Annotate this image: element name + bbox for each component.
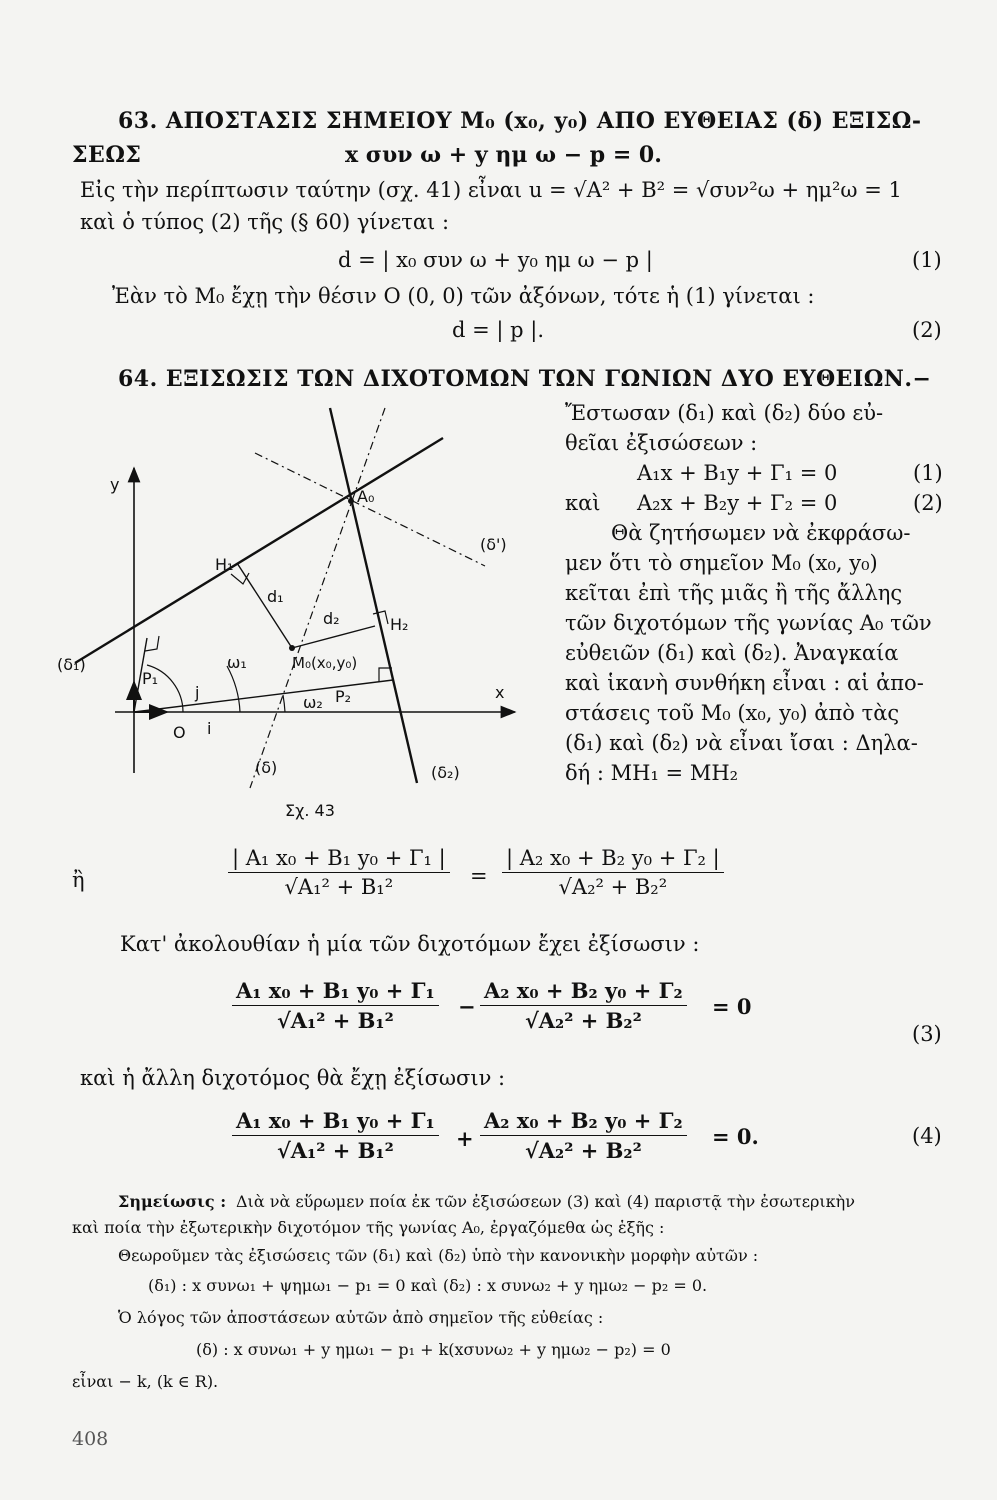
label-h1: H₁ — [215, 555, 234, 574]
eq-b-row — [565, 488, 955, 518]
bisector-delta-prime — [255, 453, 485, 566]
eq4-num2: A₂ x₀ + B₂ y₀ + Γ₂ — [480, 1108, 687, 1136]
label-h2: H₂ — [390, 615, 409, 634]
fraction-1-den: √A₁² + B₁² — [284, 875, 394, 899]
section-64-right-column — [565, 398, 955, 788]
label-x: x — [495, 683, 505, 702]
note-line7: εἶναι − k, (k ∈ R). — [72, 1372, 219, 1391]
section-63-eq2: d = | p |. — [452, 318, 545, 342]
right-line: (δ₁) καὶ (δ₂) νὰ εἶναι ἴσαι : Δηλα- — [565, 731, 918, 755]
eq3-rhs: = 0 — [712, 994, 752, 1019]
right-line: τῶν διχοτόμων τῆς γωνίας A₀ τῶν — [565, 611, 932, 635]
fraction-2-num: | A₂ x₀ + B₂ y₀ + Γ₂ | — [502, 846, 724, 873]
right-line: θεῖαι ἐξισώσεων : — [565, 431, 758, 455]
perp-d2 — [292, 626, 375, 648]
right-line: εὐθειῶν (δ₁) καὶ (δ₂). Ἀναγκαία — [565, 641, 899, 665]
arc-omega1-outer — [227, 666, 240, 712]
label-o: O — [173, 723, 186, 742]
label-omega2: ω₂ — [303, 693, 323, 712]
page-number: 408 — [72, 1428, 109, 1450]
eq-a-row — [565, 458, 955, 488]
fraction-1 — [228, 846, 450, 899]
note-line1: Διὰ νὰ εὕρωμεν ποία ἐκ τῶν ἐξισώσεων (3) καὶ (4) παριστᾷ τὴν ἐσωτερικὴν — [236, 1192, 855, 1211]
note-line2: καὶ ποία τὴν ἐξωτερικὴν διχοτόμον τῆς γωνίας A₀, ἐργαζόμεθα ὡς ἑξῆς : — [72, 1218, 665, 1237]
label-i: i — [207, 719, 212, 738]
label-delta1: (δ₁) — [57, 655, 86, 674]
point-a0 — [348, 498, 354, 504]
eq4-num1: A₁ x₀ + B₁ y₀ + Γ₁ — [232, 1108, 439, 1136]
line-delta1 — [75, 438, 443, 663]
note-heading: Σημείωσις : — [118, 1192, 227, 1211]
label-m0: M₀(x₀,y₀) — [292, 654, 358, 672]
right-line: Ἔστωσαν (δ₁) καὶ (δ₂) δύο εὐ- — [565, 401, 884, 425]
section-63-eq1-number: (1) — [912, 248, 942, 272]
right-line: στάσεις τοῦ M₀ (x₀, y₀) ἀπὸ τὰς — [565, 701, 900, 725]
label-delta: (δ) — [255, 758, 278, 777]
right-line: κεῖται ἐπὶ τῆς μιᾶς ἢ τῆς ἄλλης — [565, 581, 903, 605]
section-64-title: 64. ΕΞΙΣΩΣΙΣ ΤΩΝ ΔΙΧΟΤΟΜΩΝ ΤΩΝ ΓΩΝΙΩΝ ΔΥΟ ΕΥΘΕΙΩΝ.− — [118, 366, 932, 392]
label-delta2: (δ₂) — [431, 763, 460, 782]
right-line: Θὰ ζητήσωμεν νὰ ἐκφράσω- — [611, 521, 911, 545]
eq-b-number: (2) — [913, 491, 943, 515]
perp-d1 — [237, 563, 292, 648]
note-line3: Θεωροῦμεν τὰς ἐξισώσεις τῶν (δ₁) καὶ (δ₂) ὑπὸ τὴν κανονικὴν μορφὴν αὐτῶν : — [118, 1246, 759, 1265]
right-angle-h1 — [231, 573, 249, 584]
eta-label: ἢ — [72, 868, 85, 892]
eq4-fraction-2 — [480, 1108, 687, 1163]
section-63-text1: Εἰς τὴν περίπτωσιν ταύτην (σχ. 41) εἶναι u = √A² + B² = √συν²ω + ημ²ω = 1 — [80, 178, 902, 202]
right-line: καὶ ἱκανὴ συνθήκη εἶναι : αἱ ἀπο- — [565, 671, 924, 695]
fraction-2-den: √A₂² + B₂² — [558, 875, 668, 899]
label-delta-prime: (δ') — [480, 535, 507, 554]
eq3-fraction-2 — [480, 978, 687, 1033]
eq3-label: (3) — [912, 1022, 942, 1046]
eq3-num1: A₁ x₀ + B₁ y₀ + Γ₁ — [232, 978, 439, 1006]
section-63-title-line1: 63. ΑΠΟΣΤΑΣΙΣ ΣΗΜΕΙΟΥ M₀ (x₀, y₀) ΑΠΟ ΕΥΘΕΙΑΣ (δ) ΕΞΙΣΩ- — [118, 108, 922, 134]
label-omega1: ω₁ — [227, 653, 247, 672]
eq4-den2: √A₂² + B₂² — [524, 1138, 642, 1163]
label-j: j — [195, 683, 200, 702]
figure-43 — [55, 398, 555, 828]
fraction-equals: = — [470, 864, 488, 888]
section-63-title-line2a: ΣΕΩΣ — [72, 142, 142, 168]
eq4-op: + — [456, 1126, 474, 1151]
fraction-2 — [502, 846, 724, 899]
perp-p2 — [134, 680, 393, 712]
label-p2: P₂ — [335, 687, 352, 706]
label-a0: A₀ — [357, 487, 375, 506]
eq4-fraction-1 — [232, 1108, 439, 1163]
section-63-eq2-number: (2) — [912, 318, 942, 342]
eq3-op: − — [458, 994, 476, 1019]
eq-b: A₂x + B₂y + Γ₂ = 0 — [637, 491, 838, 515]
eq-b-prefix: καὶ — [565, 491, 601, 515]
note-line4: (δ₁) : x συνω₁ + ψημω₁ − p₁ = 0 καὶ (δ₂) : x συνω₂ + y ημω₂ − p₂ = 0. — [148, 1276, 708, 1295]
label-d1: d₁ — [267, 587, 284, 606]
eq-a-number: (1) — [913, 461, 943, 485]
figure-caption: Σχ. 43 — [285, 801, 335, 820]
note-line5: Ὁ λόγος τῶν ἀποστάσεων αὐτῶν ἀπὸ σημεῖον τῆς εὐθείας : — [118, 1308, 604, 1327]
eq3-den2: √A₂² + B₂² — [524, 1008, 642, 1033]
arc-omega2 — [283, 695, 285, 712]
label-p1: P₁ — [142, 669, 159, 688]
eq3-num2: A₂ x₀ + B₂ y₀ + Γ₂ — [480, 978, 687, 1006]
label-y: y — [110, 475, 120, 494]
eq3-den1: √A₁² + B₁² — [276, 1008, 394, 1033]
text-consequence: Κατ' ἀκολουθίαν ἡ μία τῶν διχοτόμων ἔχει ἐξίσωσιν : — [120, 932, 700, 956]
eq-a: A₁x + B₁y + Γ₁ = 0 — [637, 461, 838, 485]
section-63-title-line2b: x συν ω + y ημ ω − p = 0. — [345, 142, 662, 168]
label-d2: d₂ — [323, 609, 340, 628]
section-63-text2: καὶ ὁ τύπος (2) τῆς (§ 60) γίνεται : — [80, 210, 450, 234]
eq4-label: (4) — [912, 1124, 942, 1148]
right-line: μεν ὅτι τὸ σημεῖον M₀ (x₀, y₀) — [565, 551, 878, 575]
eq4-den1: √A₁² + B₁² — [276, 1138, 394, 1163]
line-delta2 — [330, 408, 417, 783]
eq4-rhs: = 0. — [712, 1124, 759, 1149]
point-m0 — [289, 645, 295, 651]
fraction-1-num: | A₁ x₀ + B₁ y₀ + Γ₁ | — [228, 846, 450, 873]
section-63-eq1: d = | x₀ συν ω + y₀ ημ ω − p | — [338, 248, 653, 272]
section-63-text3: Ἐὰν τὸ M₀ ἔχῃ τὴν θέσιν O (0, 0) τῶν ἀξόνων, τότε ἡ (1) γίνεται : — [112, 284, 815, 308]
right-line: δή : MH₁ = MH₂ — [565, 761, 739, 785]
note-line6: (δ) : x συνω₁ + y ημω₁ − p₁ + k(xσυνω₂ + y ημω₂ − p₂) = 0 — [196, 1340, 671, 1359]
text-other-bisector: καὶ ἡ ἄλλη διχοτόμος θὰ ἔχῃ ἐξίσωσιν : — [80, 1066, 506, 1090]
eq3-fraction-1 — [232, 978, 439, 1033]
